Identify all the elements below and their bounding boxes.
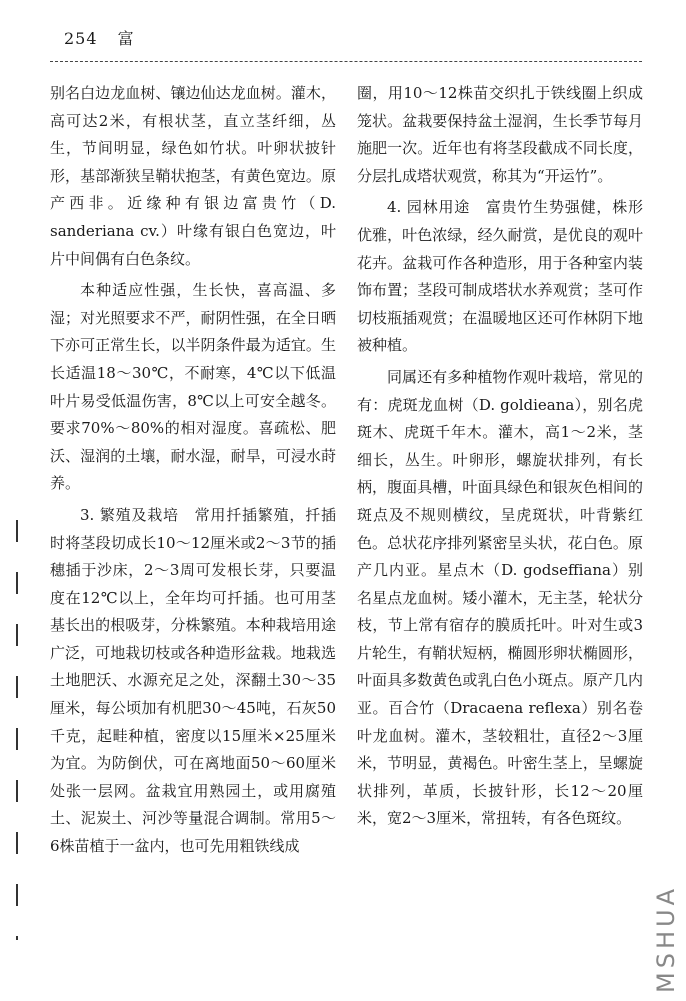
left-column bbox=[50, 80, 336, 861]
paragraph: 4. 园林用途 富贵竹生势强健，株形优雅，叶色浓绿，经久耐赏，是优良的观叶花卉。盆栽可作各种造形，用于各种室内装饰布置；茎段可制成塔状水养观赏；茎可作切枝瓶插观赏；在温暖地区还可作林阴下地被种植。 bbox=[357, 198, 643, 355]
binding-marks bbox=[16, 520, 18, 940]
paragraph: 3. 繁殖及栽培 常用扦插繁殖，扦插时将茎段切成长10～12厘米或2～3节的插穗插于沙床，2～3周可发根长芽，只要温度在12℃以上，全年均可扦插。也可用茎基长出的根吸芽，分株繁殖。本种栽培用途广泛，可地栽切枝或各种造形盆栽。地栽选土地肥沃、水源充足之处，深翻土30～35厘米，每公顷加有机肥30～45吨，石灰50千克，起畦种植，密度以15厘米×25厘米为宜。为防倒伏，可在离地面50～60厘米处张一层网。盆栽宜用熟园土，或用腐殖土、泥炭土、河沙等量混合调制。常用5～6株苗植于一盆内，也可先用粗铁线成 bbox=[50, 505, 336, 856]
paragraph: 别名白边龙血树、镶边仙达龙血树。灌木，高可达2米，有根状茎，直立茎纤细，丛生，节间明显，绿色如竹状。叶卵状披针形，基部渐狭呈鞘状抱茎，有黄色宽边。原产西非。近缘种有银边富贵竹（D. sanderiana cv.）叶缘有银白色宽边，叶片中间偶有白色条纹。 bbox=[50, 84, 336, 268]
running-header bbox=[64, 26, 149, 49]
right-column bbox=[357, 80, 643, 833]
paragraph: 圈，用10～12株苗交织扎于铁线圈上织成笼状。盆栽要保持盆土湿润，生长季节每月施肥一次。近年也有将茎段截成不同长度，分层扎成塔状观赏，称其为“开运竹”。 bbox=[357, 84, 643, 185]
paragraph: 同属还有多种植物作观叶栽培，常见的有：虎斑龙血树（D. goldieana），别名虎斑木、虎斑千年木。灌木，高1～2米，茎细长，丛生。叶卵形，螺旋状排列，有长柄，腹面具槽，叶面具绿色和银灰色相间的斑点及不规则横纹，呈虎斑状，叶背紫红色。总状花序排列紧密呈头状，花白色。原产几内亚。星点木（D. godseffiana）别名星点龙血树。矮小灌木，无主茎，轮状分枝，节上常有宿存的膜质托叶。叶对生或3片轮生，有鞘状短柄，椭圆形卵状椭圆形，叶面具多数黄色或乳白色小斑点。原产几内亚。百合竹（Dracaena reflexa）别名卷叶龙血树。灌木，茎较粗壮，直径2～3厘米，节明显，黄褐色。叶密生茎上，呈螺旋状排列，革质，长披针形，长12～20厘米，宽2～3厘米，常扭转，有各色斑纹。 bbox=[357, 367, 643, 828]
header-rule bbox=[50, 61, 642, 62]
running-title: 富 bbox=[117, 29, 135, 48]
watermark: MSHUA bbox=[652, 885, 680, 993]
page-number: 254 bbox=[64, 29, 98, 48]
paragraph: 本种适应性强，生长快，喜高温、多湿；对光照要求不严，耐阴性强，在全日晒下亦可正常生长，以半阴条件最为适宜。生长适温18～30℃，不耐寒，4℃以下低温叶片易受低温伤害，8℃以上可安全越冬。要求70%～80%的相对湿度。喜疏松、肥沃、湿润的土壤，耐水湿，耐旱，可浸水莳养。 bbox=[50, 281, 336, 493]
